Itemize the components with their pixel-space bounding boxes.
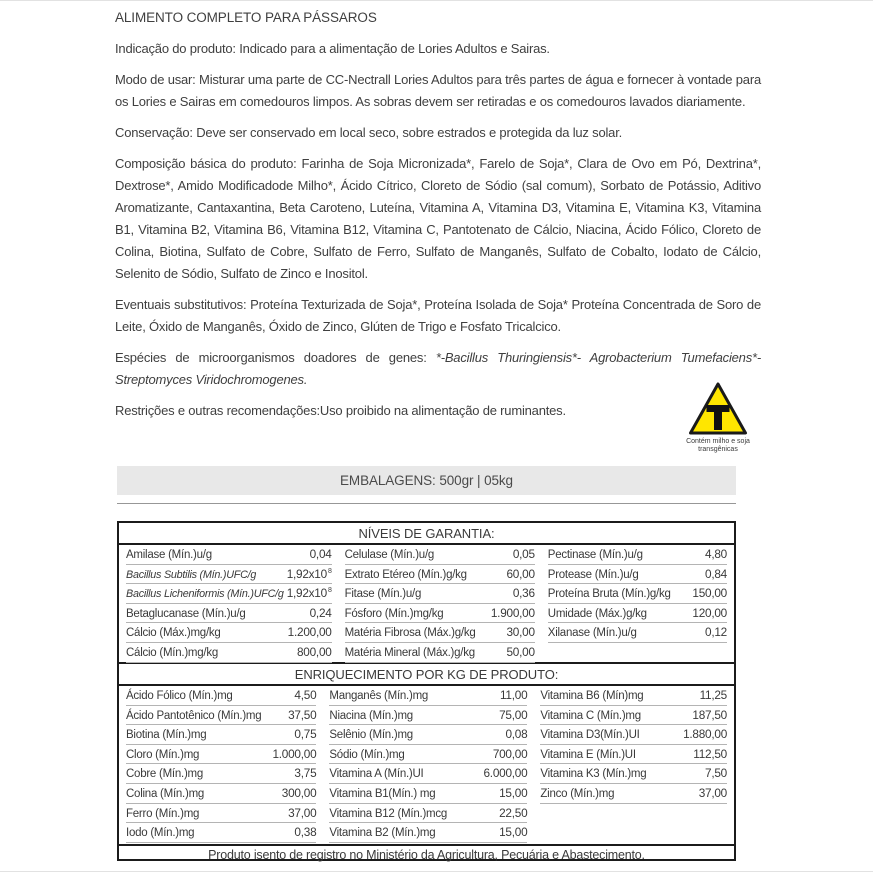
table-row bbox=[329, 745, 527, 765]
row-value: 0,84 bbox=[705, 566, 727, 581]
table-row bbox=[540, 725, 727, 745]
row-value: 37,00 bbox=[698, 785, 727, 800]
row-value: 4,80 bbox=[705, 547, 727, 561]
row-label: Ferro (Mín.)mg bbox=[126, 807, 200, 820]
guarantee-table bbox=[117, 521, 736, 861]
row-label: Zinco (Mín.)mg bbox=[540, 787, 615, 800]
row-label: Cálcio (Máx.)mg/kg bbox=[126, 627, 221, 640]
row-value: 0,04 bbox=[309, 547, 332, 561]
row-label: Iodo (Mín.)mg bbox=[126, 827, 195, 840]
row-label: Ácido Fólico (Mín.)mg bbox=[126, 690, 233, 702]
transgenic-triangle-icon bbox=[688, 381, 748, 436]
table-row bbox=[345, 565, 535, 585]
row-value: 0,24 bbox=[309, 605, 332, 620]
table-row bbox=[329, 686, 527, 706]
row-label: Ácido Pantotênico (Mín.)mg bbox=[126, 709, 262, 722]
label-text-block bbox=[115, 7, 761, 431]
garantia-col-1 bbox=[126, 545, 332, 663]
enriquecimento-col-2 bbox=[329, 686, 527, 843]
enriquecimento-header: ENRIQUECIMENTO POR KG DE PRODUTO: bbox=[119, 662, 734, 686]
garantia-col-3 bbox=[548, 545, 727, 663]
table-row bbox=[548, 584, 727, 604]
table-row bbox=[548, 623, 727, 643]
row-value: 150,00 bbox=[692, 586, 727, 601]
table-row bbox=[329, 823, 527, 843]
row-label: Sódio (Mín.)mg bbox=[329, 748, 405, 761]
row-label: Celulase (Mín.)u/g bbox=[344, 549, 435, 561]
table-row bbox=[548, 545, 727, 565]
row-value: 6.000,00 bbox=[483, 766, 528, 781]
row-value: 0,36 bbox=[512, 586, 535, 601]
row-value: 30,00 bbox=[506, 625, 535, 640]
row-value: 15,00 bbox=[499, 785, 528, 800]
paragraph-substitutivos: Eventuais substitutivos: Proteína Texturizada de Soja*, Proteína Isolada de Soja* Proteína Concentrada de Soro de Leite, Óxido de Manganês, Óxido de Zinco, Glúten de Trigo e Fosfato Tricalcico. bbox=[115, 297, 761, 334]
row-label: Proteína Bruta (Mín.)g/kg bbox=[547, 588, 671, 601]
row-value: 4,50 bbox=[294, 688, 317, 702]
row-label: Protease (Mín.)u/g bbox=[547, 568, 639, 581]
row-label: Bacillus Licheniformis (Mín.)UFC/g bbox=[126, 588, 284, 601]
paragraph-indicacao: Indicação do produto: Indicado para a alimentação de Lories Adultos e Sairas. bbox=[115, 41, 550, 56]
table-row bbox=[345, 604, 535, 624]
row-value: 0,75 bbox=[294, 727, 317, 742]
table-row bbox=[345, 623, 535, 643]
row-label: Vitamina B6 (Mín)mg bbox=[540, 690, 644, 702]
row-value: 60,00 bbox=[506, 566, 535, 581]
garantia-header: NÍVEIS DE GARANTIA: bbox=[119, 523, 734, 545]
row-value: 7,50 bbox=[705, 766, 727, 781]
table-row bbox=[540, 764, 727, 784]
row-label: Colina (Mín.)mg bbox=[126, 787, 205, 800]
row-label: Matéria Fibrosa (Máx.)g/kg bbox=[344, 627, 476, 640]
table-row bbox=[126, 604, 332, 624]
enriquecimento-col-3 bbox=[540, 686, 727, 843]
table-row bbox=[126, 686, 316, 706]
row-value: 37,00 bbox=[288, 805, 317, 820]
row-value: 0,38 bbox=[294, 825, 317, 840]
row-value: 700,00 bbox=[492, 746, 528, 761]
row-value: 112,50 bbox=[693, 746, 727, 761]
table-row bbox=[126, 706, 316, 726]
table-row bbox=[126, 545, 332, 565]
row-label: Manganês (Mín.)mg bbox=[329, 690, 429, 702]
table-row bbox=[329, 725, 527, 745]
paragraph-modo-de-usar: Modo de usar: Misturar uma parte de CC-Nectrall Lories Adultos para três partes de água e fornecer à vontade para os Lories e Sairas em comedouros limpos. As sobras devem ser retiradas e os comedouros lavados diariamente. bbox=[115, 72, 761, 109]
row-value: 1.200,00 bbox=[287, 625, 332, 640]
especies-intro: Espécies de microorganismos doadores de genes: bbox=[115, 350, 436, 365]
paragraph-composicao: Composição básica do produto: Farinha de Soja Micronizada*, Farelo de Soja*, Clara de Ovo em Pó, Dextrina*, Dextrose*, Amido Modificadode Milho*, Ácido Cítrico, Cloreto de Sódio (sal comum), Sorbato de Potássio, Aditivo Aromatizante, Cantaxantina, Beta Caroteno, Luteína, Vitamina A, Vitamina D3, Vitamina E, Vitamina K3, Vitamina B1, Vitamina B2, Vitamina B6, Vitamina B12, Vitamina C, Pantotenato de Cálcio, Niacina, Ácido Fólico, Cloreto de Colina, Biotina, Sulfato de Cobre, Sulfato de Ferro, Sulfato de Manganês, Sulfato de Cobalto, Iodato de Cálcio, Selenito de Sódio, Sulfato de Zinco e Inositol. bbox=[115, 156, 761, 281]
row-value: 11,00 bbox=[500, 688, 528, 702]
paragraph-conservacao: Conservação: Deve ser conservado em local seco, sobre estrados e protegida da luz solar. bbox=[115, 125, 623, 140]
row-value: $1,92x10^8$ bbox=[286, 586, 332, 601]
paragraph-especies bbox=[115, 347, 761, 391]
transgenic-caption-line1: Contém milho e soja bbox=[686, 438, 750, 445]
row-label: Xilanase (Mín.)u/g bbox=[547, 627, 637, 640]
row-value: 15,00 bbox=[499, 825, 528, 840]
row-value: 1.000,00 bbox=[272, 746, 317, 761]
table-row bbox=[540, 784, 727, 804]
garantia-columns bbox=[119, 545, 734, 662]
row-value: 75,00 bbox=[499, 707, 528, 722]
packaging-bar-text: EMBALAGENS: 500gr | 05kg bbox=[340, 473, 513, 488]
row-label: Cloro (Mín.)mg bbox=[126, 748, 200, 761]
table-row bbox=[345, 584, 535, 604]
row-value: 50,00 bbox=[506, 644, 535, 659]
table-row bbox=[540, 686, 727, 706]
table-row bbox=[126, 725, 316, 745]
row-label: Vitamina E (Mín.)UI bbox=[540, 748, 636, 761]
table-row bbox=[329, 804, 527, 824]
row-label: Matéria Mineral (Máx.)g/kg bbox=[344, 646, 475, 659]
row-label: Vitamina B2 (Mín.)mg bbox=[329, 827, 436, 840]
row-value: 11,25 bbox=[699, 688, 727, 702]
table-footer: Produto isento de registro no Ministério da Agricultura, Pecuária e Abastecimento. bbox=[119, 844, 734, 865]
row-label: Vitamina A (Mín.)UI bbox=[329, 768, 424, 781]
enriquecimento-columns bbox=[119, 686, 734, 844]
row-value: 800,00 bbox=[297, 644, 332, 659]
row-label: Extrato Etéreo (Mín.)g/kg bbox=[344, 568, 467, 581]
row-label: Vitamina D3(Mín.)UI bbox=[540, 729, 640, 742]
row-label: Niacina (Mín.)mg bbox=[329, 709, 413, 722]
packaging-bar bbox=[117, 466, 736, 495]
row-label: Betaglucanase (Mín.)u/g bbox=[126, 607, 246, 620]
page-top-edge bbox=[0, 0, 873, 1]
table-row bbox=[126, 623, 332, 643]
page-title: ALIMENTO COMPLETO PARA PÁSSAROS bbox=[115, 10, 377, 25]
row-value: 300,00 bbox=[281, 785, 317, 800]
table-row bbox=[345, 545, 535, 565]
page-bottom-edge bbox=[0, 871, 873, 872]
row-label: Amilase (Mín.)u/g bbox=[126, 549, 212, 561]
table-row bbox=[548, 565, 727, 585]
table-row bbox=[126, 784, 316, 804]
packaging-bar-underline bbox=[117, 503, 736, 504]
table-row bbox=[126, 745, 316, 765]
table-row bbox=[329, 764, 527, 784]
row-value: 0,05 bbox=[512, 547, 535, 561]
row-value: 120,00 bbox=[692, 605, 727, 620]
row-value: 22,50 bbox=[499, 805, 528, 820]
table-row bbox=[540, 706, 727, 726]
row-label: Vitamina B1(Mín.) mg bbox=[329, 787, 436, 800]
table-row bbox=[329, 706, 527, 726]
row-label: Umidade (Máx.)g/kg bbox=[547, 607, 647, 620]
transgenic-seal bbox=[684, 381, 752, 454]
table-row bbox=[126, 565, 332, 585]
transgenic-caption-line2: transgênicas bbox=[698, 446, 738, 453]
row-label: Fitase (Mín.)u/g bbox=[344, 588, 422, 601]
row-label: Vitamina C (Mín.)mg bbox=[540, 709, 641, 722]
table-row bbox=[126, 584, 332, 604]
table-row bbox=[540, 745, 727, 765]
table-row bbox=[548, 604, 727, 624]
row-value: 37,50 bbox=[288, 707, 317, 722]
row-value: 3,75 bbox=[294, 766, 317, 781]
paragraph-restricoes: Restrições e outras recomendações:Uso proibido na alimentação de ruminantes. bbox=[115, 403, 566, 418]
row-label: Vitamina B12 (Mín.)mcg bbox=[329, 807, 448, 820]
table-row bbox=[126, 643, 332, 663]
table-row bbox=[345, 643, 535, 663]
transgenic-caption bbox=[684, 438, 752, 454]
row-value: 1.900,00 bbox=[490, 605, 535, 620]
row-value: 187,50 bbox=[692, 707, 727, 722]
row-label: Fósforo (Mín.)mg/kg bbox=[344, 607, 444, 620]
garantia-col-2 bbox=[345, 545, 535, 663]
row-label: Pectinase (Mín.)u/g bbox=[547, 549, 643, 561]
row-value: $1,92x10^8$ bbox=[286, 566, 332, 581]
table-row bbox=[329, 784, 527, 804]
row-label: Cobre (Mín.)mg bbox=[126, 768, 204, 781]
row-label: Vitamina K3 (Mín.)mg bbox=[540, 768, 647, 781]
row-label: Cálcio (Mín.)mg/kg bbox=[126, 646, 218, 659]
row-label: Biotina (Mín.)mg bbox=[126, 729, 207, 742]
enriquecimento-col-1 bbox=[126, 686, 316, 843]
table-row bbox=[126, 823, 316, 843]
row-label: Bacillus Subtilis (Mín.)UFC/g bbox=[126, 568, 257, 581]
especies-species-names: *-Bacillus Thuringiensis*- Agrobacterium Tumefaciens*- Streptomyces Viridochromogenes. bbox=[115, 350, 762, 387]
row-value: 0,08 bbox=[505, 727, 528, 742]
row-label: Selênio (Mín.)mg bbox=[329, 729, 413, 742]
row-value: 1.880,00 bbox=[683, 727, 727, 742]
row-value: 0,12 bbox=[705, 625, 727, 640]
table-row bbox=[126, 764, 316, 784]
table-row bbox=[126, 804, 316, 824]
